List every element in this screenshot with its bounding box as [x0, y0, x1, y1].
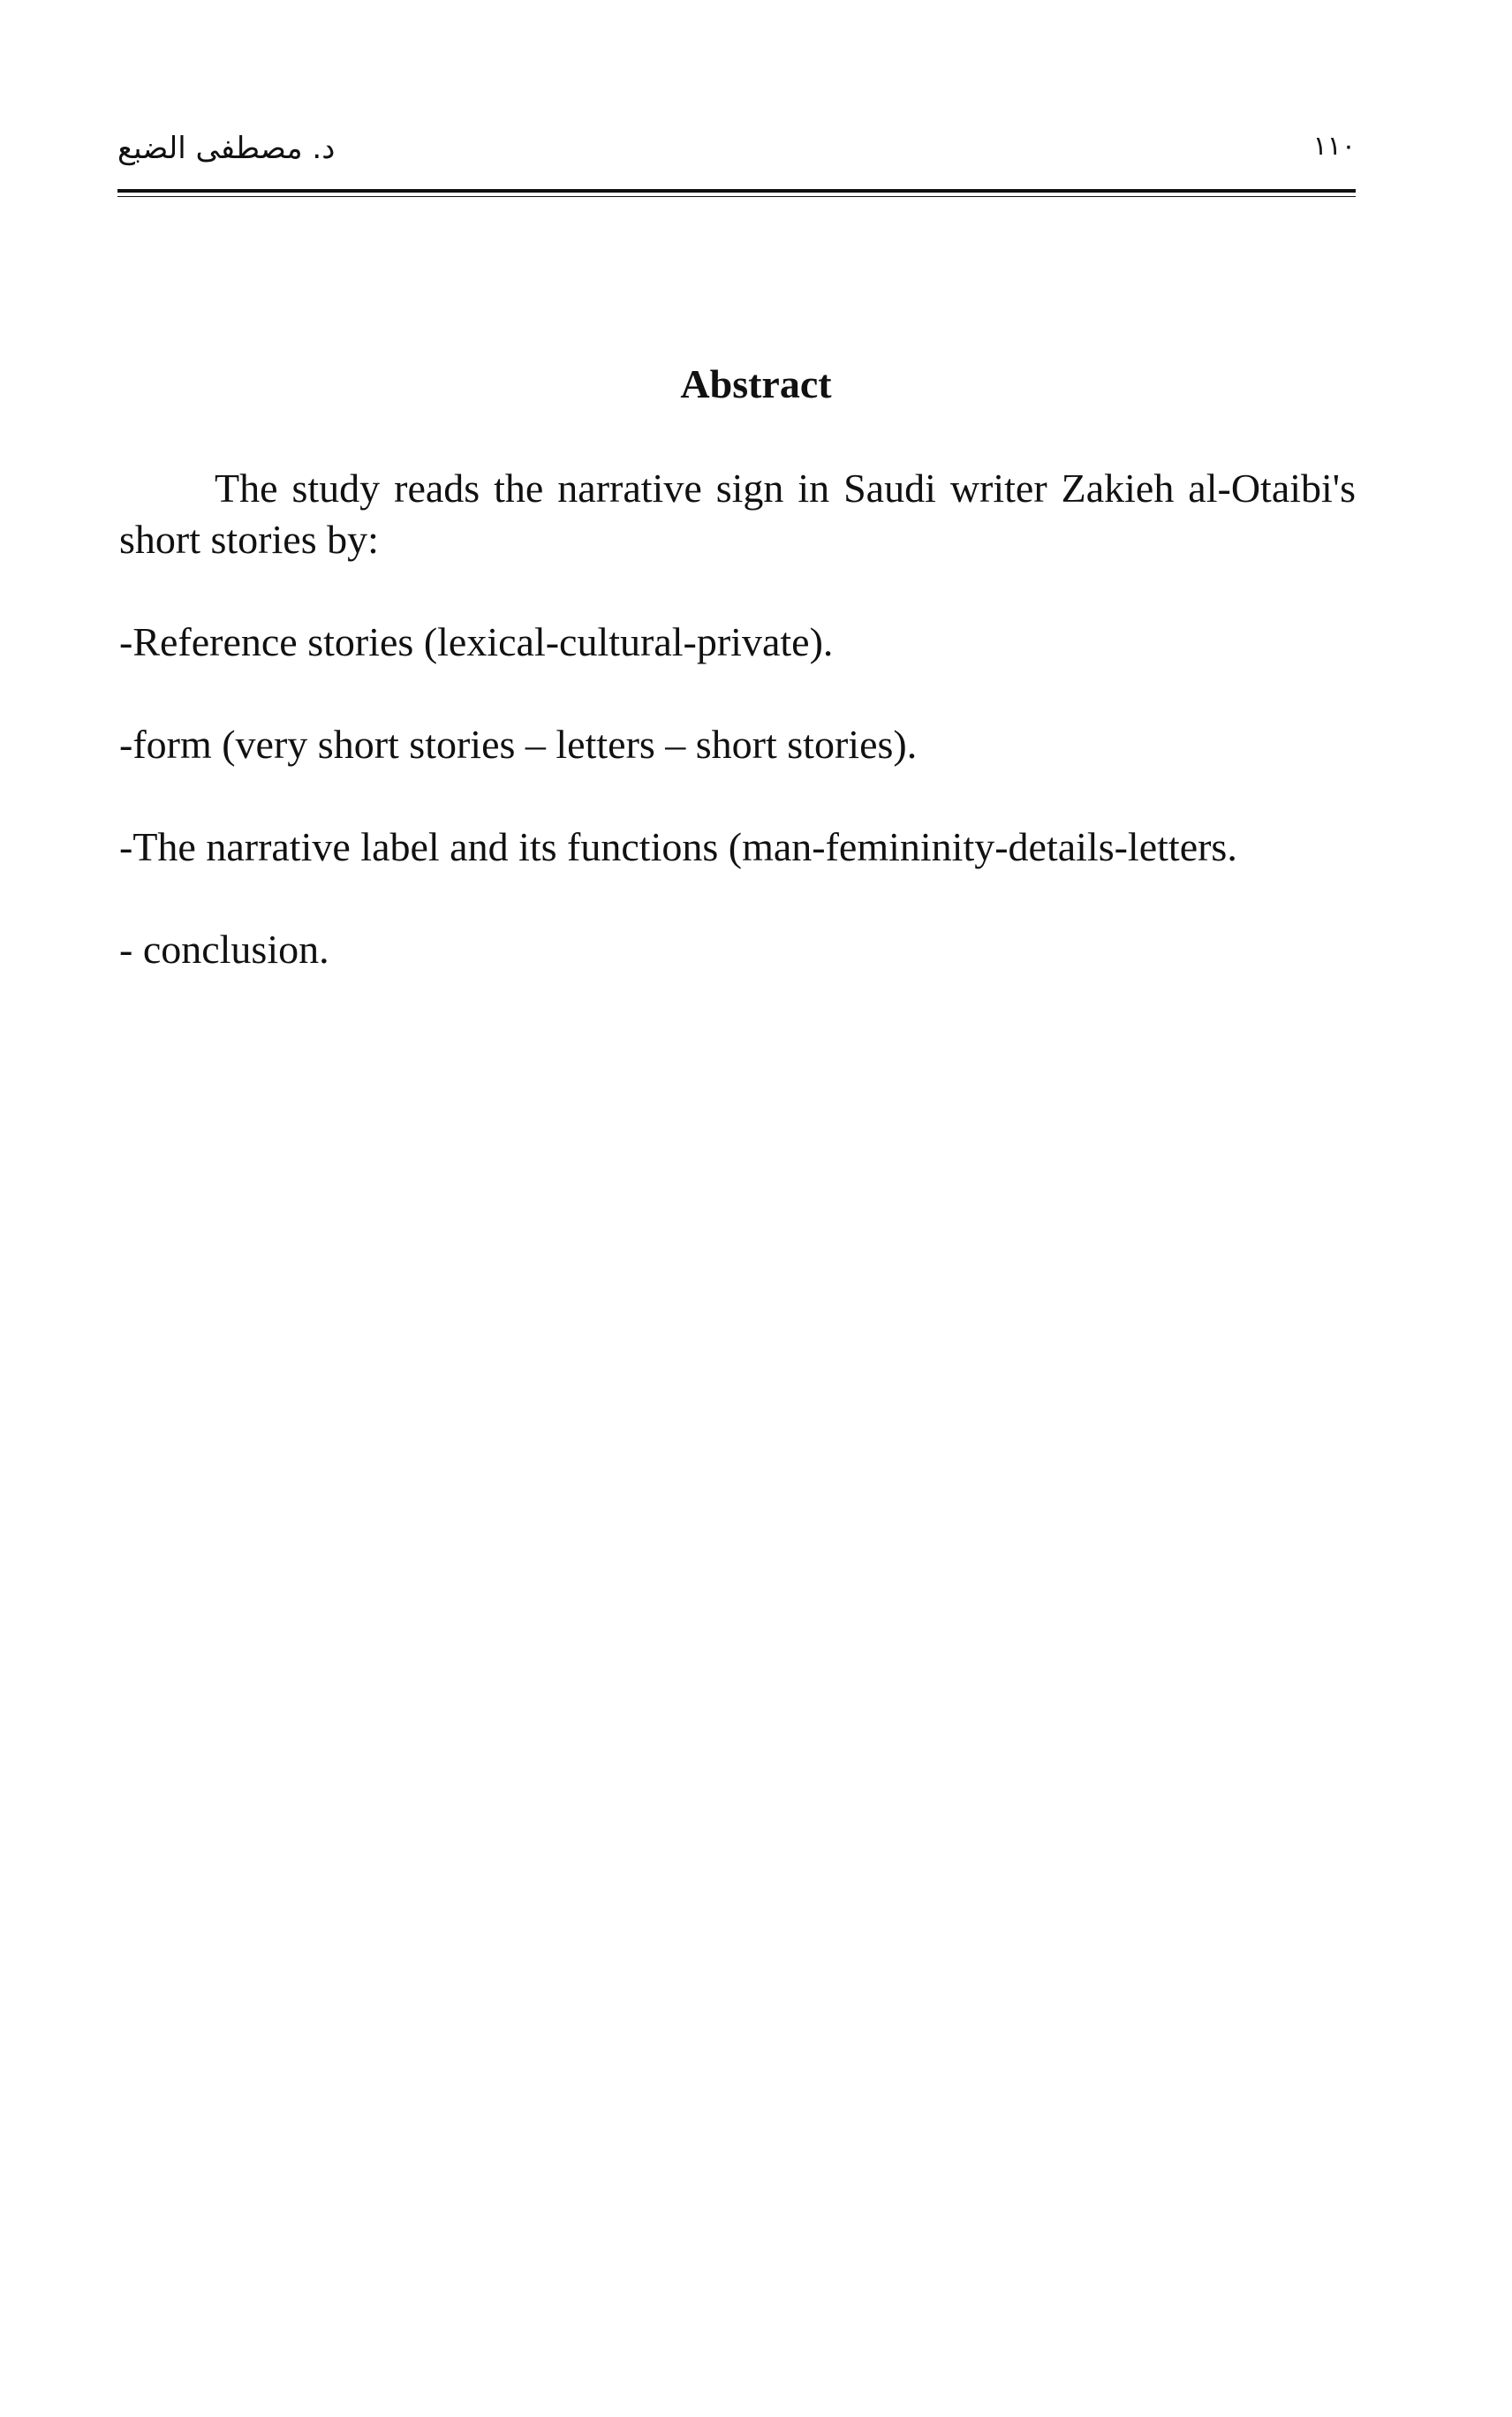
abstract-list-item: -The narrative label and its functions (man-femininity-details-letters.	[119, 824, 1237, 869]
abstract-title: Abstract	[680, 361, 832, 406]
abstract-list-item: -Reference stories (lexical-cultural-private).	[119, 619, 834, 664]
abstract-intro-paragraph: The study reads the narrative sign in Saudi writer Zakieh al-Otaibi's short stories by:	[119, 466, 1356, 562]
abstract-body	[119, 463, 1356, 975]
header-divider	[117, 189, 1356, 197]
page-number: ١١٠	[1312, 131, 1356, 162]
abstract-list-item: - conclusion.	[119, 927, 329, 972]
running-header	[117, 131, 1356, 175]
header-author: د. مصطفى الضبع	[117, 131, 336, 166]
abstract-list-item: -form (very short stories – letters – short stories).	[119, 722, 918, 767]
